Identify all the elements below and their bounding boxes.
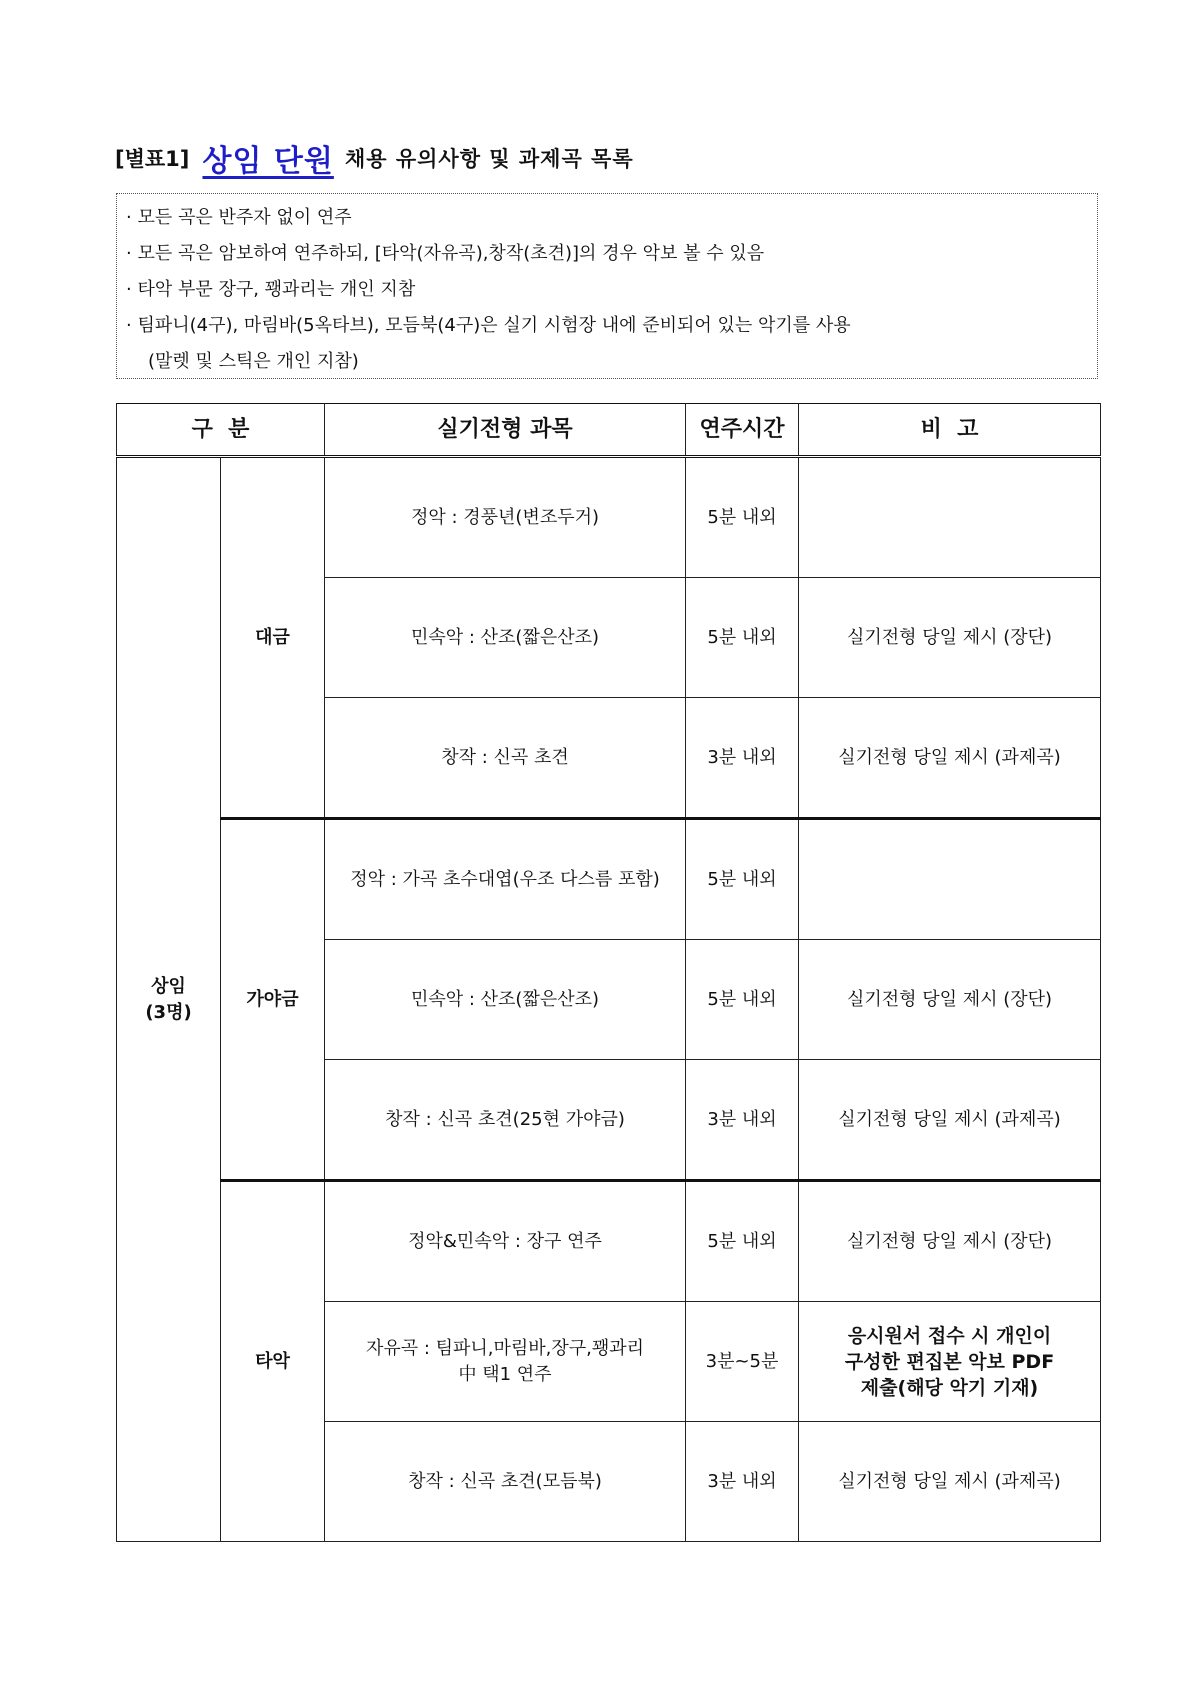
note-item: · 모든 곡은 반주자 없이 연주 xyxy=(126,207,352,228)
subject-cell: 창작 : 신곡 초견(25현 가야금) xyxy=(325,1060,686,1181)
subject-cell: 자유곡 : 팀파니,마림바,장구,꽹과리 中 택1 연주 xyxy=(325,1302,686,1422)
time-cell: 5분 내외 xyxy=(686,819,799,940)
title-main: 상임 단원 xyxy=(202,144,334,179)
time-cell: 3분 내외 xyxy=(686,1060,799,1181)
time-cell: 3분 내외 xyxy=(686,698,799,819)
table-header-row xyxy=(117,404,1101,457)
note-item: · 모든 곡은 암보하여 연주하되, [타악(자유곡),창작(초견)]의 경우 악보 볼 수 있음 xyxy=(126,243,765,264)
time-cell: 3분 내외 xyxy=(686,1422,799,1542)
exam-table xyxy=(116,403,1101,1542)
time-cell: 5분 내외 xyxy=(686,1181,799,1302)
time-cell: 5분 내외 xyxy=(686,940,799,1060)
instrument-cell: 타악 xyxy=(221,1181,325,1542)
subject-cell: 창작 : 신곡 초견 xyxy=(325,698,686,819)
header-time: 연주시간 xyxy=(686,404,799,457)
time-cell: 3분~5분 xyxy=(686,1302,799,1422)
note-item: · 팀파니(4구), 마림바(5옥타브), 모듬북(4구)은 실기 시험장 내에 준비되어 있는 악기를 사용 xyxy=(126,315,851,336)
header-category: 구 분 xyxy=(117,404,325,457)
note-cell: 실기전형 당일 제시 (과제곡) xyxy=(799,1060,1101,1181)
note-cell xyxy=(799,457,1101,578)
time-cell: 5분 내외 xyxy=(686,578,799,698)
instrument-cell: 가야금 xyxy=(221,819,325,1181)
title-prefix: [별표1] xyxy=(115,147,190,171)
note-item: · 타악 부문 장구, 꽹과리는 개인 지참 xyxy=(126,279,416,300)
page-title xyxy=(115,136,634,180)
time-cell: 5분 내외 xyxy=(686,457,799,578)
notes-box xyxy=(116,193,1098,379)
note-item-continued: (말렛 및 스틱은 개인 지참) xyxy=(148,351,359,372)
subject-cell: 정악&민속악 : 장구 연주 xyxy=(325,1181,686,1302)
subject-cell: 창작 : 신곡 초견(모듬북) xyxy=(325,1422,686,1542)
table-row xyxy=(117,457,1101,578)
note-cell: 실기전형 당일 제시 (과제곡) xyxy=(799,698,1101,819)
subject-cell: 민속악 : 산조(짧은산조) xyxy=(325,940,686,1060)
instrument-cell: 대금 xyxy=(221,457,325,819)
note-cell: 실기전형 당일 제시 (장단) xyxy=(799,940,1101,1060)
note-cell: 실기전형 당일 제시 (장단) xyxy=(799,578,1101,698)
table-row xyxy=(117,1181,1101,1302)
header-subject: 실기전형 과목 xyxy=(325,404,686,457)
note-cell: 실기전형 당일 제시 (장단) xyxy=(799,1181,1101,1302)
subject-cell: 정악 : 가곡 초수대엽(우조 다스름 포함) xyxy=(325,819,686,940)
table-row xyxy=(117,819,1101,940)
note-cell xyxy=(799,819,1101,940)
header-note: 비 고 xyxy=(799,404,1101,457)
title-rest: 채용 유의사항 및 과제곡 목록 xyxy=(344,147,634,171)
subject-cell: 정악 : 경풍년(변조두거) xyxy=(325,457,686,578)
note-cell: 응시원서 접수 시 개인이 구성한 편집본 악보 PDF 제출(해당 악기 기재) xyxy=(799,1302,1101,1422)
note-cell: 실기전형 당일 제시 (과제곡) xyxy=(799,1422,1101,1542)
category-cell: 상임 (3명) xyxy=(117,457,221,1542)
subject-cell: 민속악 : 산조(짧은산조) xyxy=(325,578,686,698)
